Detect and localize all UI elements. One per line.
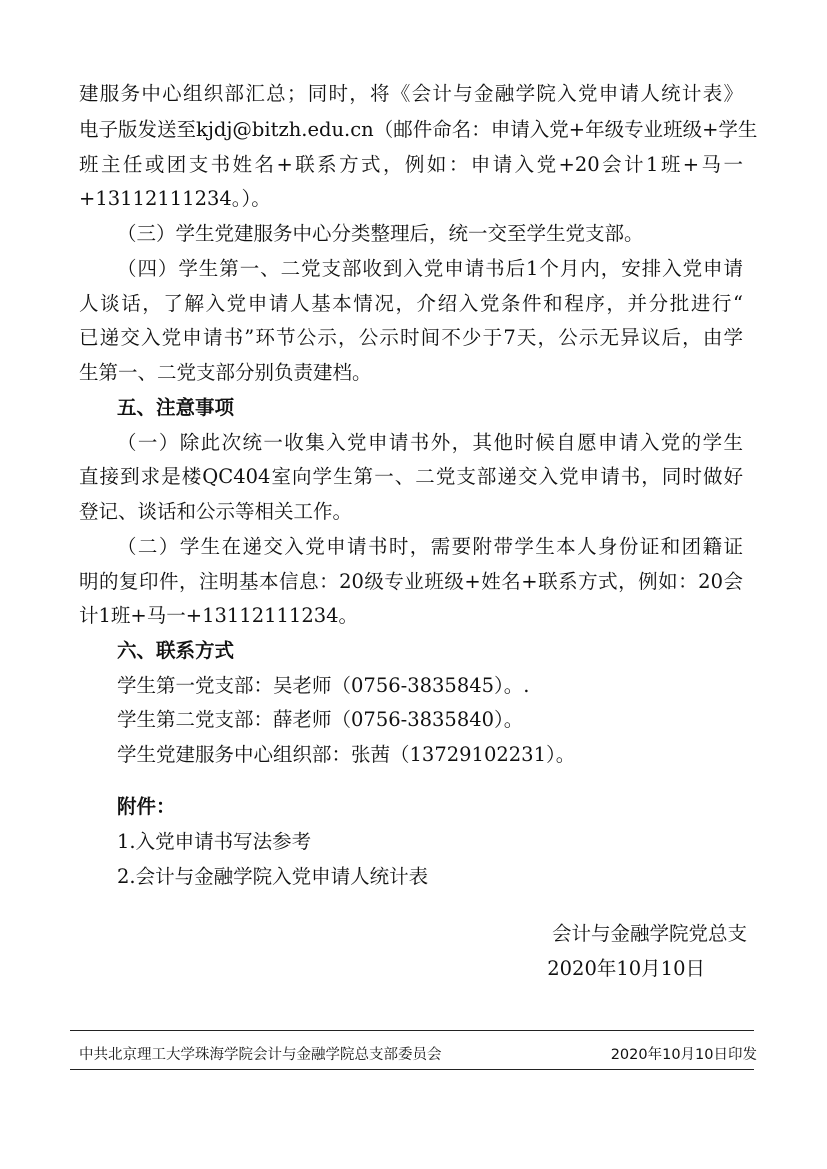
body-line: 计1班+马一+13112111234。 bbox=[79, 604, 359, 627]
footer-rule-bottom bbox=[70, 1069, 754, 1070]
footer-issuer: 中共北京理工大学珠海学院会计与金融学院总支部委员会 bbox=[79, 1047, 442, 1063]
body-line: 已递交入党申请书”环节公示，公示时间不少于7天，公示无异议后，由学 bbox=[79, 326, 743, 349]
contact-line: 学生党建服务中心组织部：张茜（13729102231）。 bbox=[117, 743, 576, 766]
section-heading: 五、注意事项 bbox=[117, 396, 235, 419]
body-line: （三）学生党建服务中心分类整理后，统一交至学生党支部。 bbox=[117, 222, 644, 245]
body-line: 登记、谈话和公示等相关工作。 bbox=[79, 500, 353, 523]
attachment-item: 2.会计与金融学院入党申请人统计表 bbox=[117, 865, 429, 888]
body-line: （二）学生在递交入党申请书时，需要附带学生本人身份证和团籍证 bbox=[117, 535, 743, 558]
body-line: 人谈话，了解入党申请人基本情况，介绍入党条件和程序，并分批进行“ bbox=[79, 292, 743, 315]
footer-rule-top bbox=[70, 1030, 754, 1031]
body-line: 生第一、二党支部分别负责建档。 bbox=[79, 361, 372, 384]
body-line: 明的复印件，注明基本信息：20级专业班级+姓名+联系方式，例如：20会 bbox=[79, 570, 743, 593]
contact-line: 学生第一党支部：吴老师（0756-3835845）。. bbox=[117, 674, 530, 697]
body-line: （一）除此次统一收集入党申请书外，其他时候自愿申请入党的学生 bbox=[117, 431, 743, 454]
signature-org: 会计与金融学院党总支 bbox=[551, 922, 747, 945]
body-line: 直接到求是楼QC404室向学生第一、二党支部递交入党申请书，同时做好 bbox=[79, 465, 743, 488]
attachment-heading: 附件： bbox=[117, 795, 176, 818]
body-line: +13112111234。）。 bbox=[79, 187, 271, 210]
footer-date: 2020年10月10日印发 bbox=[610, 1047, 757, 1063]
signature-date: 2020年10月10日 bbox=[547, 957, 705, 980]
contact-line: 学生第二党支部：薛老师（0756-3835840）。 bbox=[117, 708, 524, 731]
section-heading: 六、联系方式 bbox=[117, 639, 235, 662]
body-line: 电子版发送至kjdj@bitzh.edu.cn（邮件命名：申请入党+年级专业班级+学生 bbox=[79, 118, 758, 141]
body-line: （四）学生第一、二党支部收到入党申请书后1个月内，安排入党申请 bbox=[117, 257, 743, 280]
body-line: 建服务中心组织部汇总；同时，将《会计与金融学院入党申请人统计表》 bbox=[79, 82, 743, 105]
body-line: 班主任或团支书姓名+联系方式，例如：申请入党+20会计1班+马一 bbox=[79, 153, 743, 176]
attachment-item: 1.入党申请书写法参考 bbox=[117, 830, 312, 853]
